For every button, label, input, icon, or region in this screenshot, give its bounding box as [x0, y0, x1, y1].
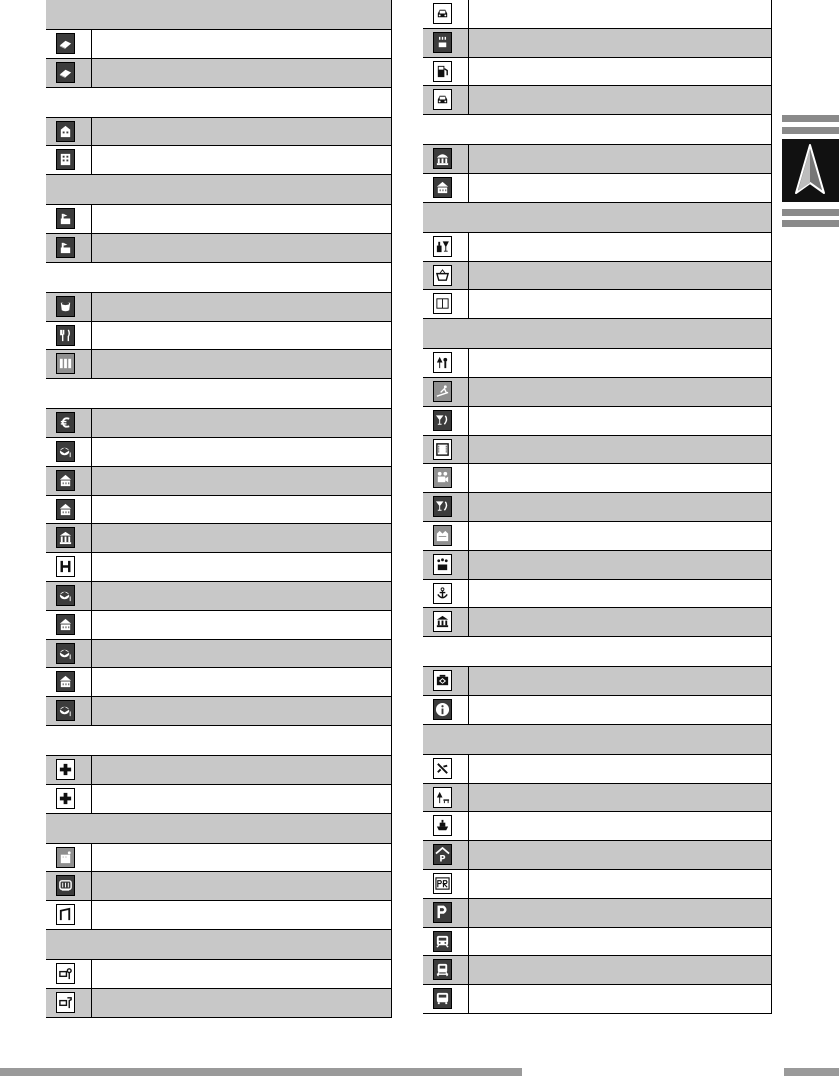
medical-cross-icon: [56, 759, 75, 780]
right-poi-row: [423, 493, 772, 522]
nightlife-icon: [433, 410, 452, 431]
right-poi-row: [423, 696, 772, 725]
right-poi-row: [423, 899, 772, 928]
school-icon: [56, 643, 75, 664]
left-poi-row: [46, 756, 392, 785]
public-building-icon: [56, 614, 75, 635]
left-poi-row: [46, 553, 392, 582]
movie-camera-icon: [433, 467, 452, 488]
information-icon: [433, 699, 452, 720]
car-icon: [433, 3, 452, 24]
left-poi-row: [46, 467, 392, 496]
left-poi-row: [46, 872, 392, 901]
open-book-icon: [433, 293, 452, 314]
park-and-ride-icon: [433, 873, 452, 894]
left-poi-row: [46, 668, 392, 697]
right-poi-row: [423, 784, 772, 813]
left-poi-row: [46, 960, 392, 989]
book-icon: [56, 33, 75, 54]
right-poi-row: [423, 233, 772, 262]
building-icon: [56, 121, 75, 142]
industrial-building-icon: [56, 847, 75, 868]
fork-knife-icon: [56, 325, 75, 346]
right-poi-row: [423, 262, 772, 291]
left-poi-row: [46, 785, 392, 814]
money-exchange-icon: [433, 670, 452, 691]
left-poi-row: [46, 582, 392, 611]
car-wrench-icon: [56, 992, 75, 1013]
shopping-basket-icon: [433, 265, 452, 286]
cinema-icon: [433, 439, 452, 460]
right-poi-row: [423, 667, 772, 696]
right-poi-row: [423, 522, 772, 551]
right-poi-row: [423, 841, 772, 870]
park-icon: [433, 352, 452, 373]
right-poi-row: [423, 956, 772, 985]
factory-icon: [56, 208, 75, 229]
left-category-header: [46, 263, 392, 293]
car-wash-icon: [433, 32, 452, 53]
right-poi-row: [423, 928, 772, 957]
left-category-header: [46, 379, 392, 409]
left-poi-row: [46, 234, 392, 263]
left-category-header: [46, 0, 392, 30]
right-poi-row: [423, 349, 772, 378]
coffee-cup-icon: [56, 296, 75, 317]
car-icon: [433, 89, 452, 110]
left-poi-row: [46, 409, 392, 438]
office-building-icon: [56, 149, 75, 170]
wine-bottle-icon: [433, 236, 452, 257]
zoo-icon: [433, 525, 452, 546]
left-category-header: [46, 930, 392, 960]
bus-icon: [433, 988, 452, 1009]
right-poi-row: [423, 755, 772, 784]
public-building-icon: [433, 177, 452, 198]
right-poi-row: [423, 0, 772, 29]
right-poi-row: [423, 436, 772, 465]
left-poi-row: [46, 438, 392, 467]
euro-icon: [56, 412, 75, 433]
parking-icon: [433, 902, 452, 923]
school-icon: [56, 585, 75, 606]
bar-icon: [56, 353, 75, 374]
left-poi-row: [46, 322, 392, 351]
left-category-header: [46, 726, 392, 756]
railway-icon: [433, 959, 452, 980]
left-poi-row: [46, 205, 392, 234]
public-building-icon: [56, 671, 75, 692]
tab-stripe: [782, 127, 839, 134]
navigation-arrow-icon: [782, 139, 839, 202]
left-poi-row: [46, 118, 392, 147]
left-category-header: [46, 814, 392, 844]
left-poi-row: [46, 146, 392, 175]
marina-anchor-icon: [433, 583, 452, 604]
right-poi-row: [423, 551, 772, 580]
right-category-header: [423, 319, 772, 349]
theatre-icon: [56, 875, 75, 896]
rest-area-icon: [433, 787, 452, 808]
right-poi-row: [423, 812, 772, 841]
tab-stripe: [782, 209, 839, 216]
car-key-icon: [56, 963, 75, 984]
navigation-arrow-box: [782, 139, 839, 202]
right-poi-row: [423, 145, 772, 174]
ferry-icon: [433, 815, 452, 836]
right-poi-row: [423, 29, 772, 58]
right-poi-row: [423, 58, 772, 87]
left-poi-row: [46, 611, 392, 640]
left-poi-row: [46, 496, 392, 525]
right-category-header: [423, 637, 772, 667]
footer-bar: [0, 1068, 522, 1076]
left-poi-row: [46, 697, 392, 726]
footer-bar-right: [784, 1068, 839, 1076]
ski-icon: [433, 381, 452, 402]
right-poi-row: [423, 608, 772, 637]
left-poi-row: [46, 293, 392, 322]
left-poi-row: [46, 844, 392, 873]
nightlife-icon: [433, 496, 452, 517]
right-poi-row: [423, 290, 772, 319]
left-poi-row: [46, 350, 392, 379]
museum-icon: [433, 611, 452, 632]
hotel-icon: [56, 556, 75, 577]
navigation-tab: [782, 113, 839, 227]
left-poi-row: [46, 901, 392, 930]
right-poi-row: [423, 870, 772, 899]
school-icon: [56, 441, 75, 462]
right-category-header: [423, 725, 772, 755]
left-poi-row: [46, 59, 392, 88]
book-icon: [56, 62, 75, 83]
gate-icon: [56, 904, 75, 925]
right-category-header: [423, 115, 772, 145]
left-category-header: [46, 88, 392, 118]
left-category-header: [46, 175, 392, 205]
public-building-icon: [56, 470, 75, 491]
airport-icon: [433, 758, 452, 779]
school-icon: [56, 700, 75, 721]
factory-icon: [56, 237, 75, 258]
right-poi-row: [423, 174, 772, 203]
right-poi-row: [423, 985, 772, 1014]
tab-stripe: [782, 220, 839, 227]
right-poi-row: [423, 407, 772, 436]
right-poi-row: [423, 580, 772, 609]
right-poi-row: [423, 464, 772, 493]
right-poi-table: [423, 0, 772, 1014]
town-hall-icon: [433, 148, 452, 169]
amusement-park-icon: [433, 554, 452, 575]
fuel-pump-icon: [433, 61, 452, 82]
left-poi-row: [46, 989, 392, 1018]
public-building-icon: [56, 499, 75, 520]
tab-stripe: [782, 115, 839, 122]
left-poi-row: [46, 30, 392, 59]
train-station-icon: [433, 931, 452, 952]
right-category-header: [423, 203, 772, 233]
left-poi-row: [46, 524, 392, 553]
medical-cross-icon: [56, 788, 75, 809]
left-poi-row: [46, 640, 392, 669]
left-poi-table: [46, 0, 392, 1018]
courthouse-icon: [56, 527, 75, 548]
parking-garage-icon: [433, 844, 452, 865]
svg-text:P: P: [439, 853, 446, 863]
right-poi-row: [423, 378, 772, 407]
right-poi-row: [423, 86, 772, 115]
